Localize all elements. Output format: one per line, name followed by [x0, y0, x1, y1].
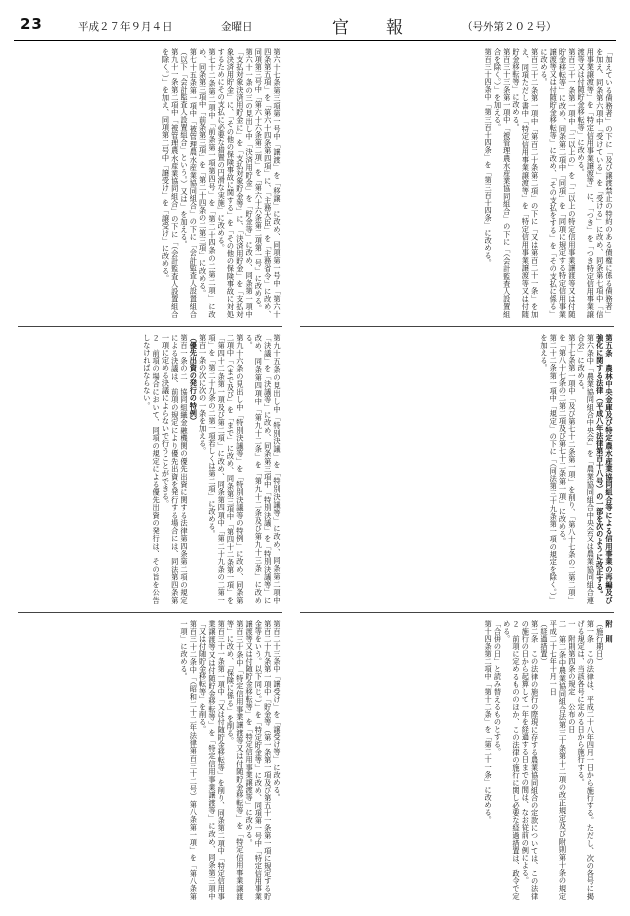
paragraph: 第百三十条中「特定信用事業譲渡等又は付随貯金移転等」を「特定信用事業譲渡等」に改め、「保険に係る」を削る。 — [226, 620, 245, 900]
right-tier-3 — [300, 620, 614, 908]
gazette-title: 官 報 — [332, 18, 413, 38]
page-header — [14, 6, 616, 41]
left-tier-1 — [18, 48, 282, 318]
paragraph: 第二十二条第一項中「規定」の下に「（同法第三十九条第一項の規定を除く。）」を加える。 — [539, 334, 559, 604]
paragraph: 二 第二条中農業協同組合法第三十条第十二項の改正規定及び附則第十条の規定 平成二十七年十月一日 — [549, 620, 568, 908]
paragraph: 第九十五条の見出し中「特別決議」を「特別決議等」に改め、同条第二項中「決議」を「決議等」に改め、同条第三項中「特別決議」を「特別決議等」に改め、同条第四項中「第九十二条」を「第九十二条及び第九十三条」に改める。 — [245, 334, 282, 604]
paragraph: 第百三十二条中「（昭和二十二年法律第百三十二号）第八条第一項」を「第八条第一項」に改める。 — [180, 620, 199, 900]
paragraph: 一 附則第四条の規定 公布の日 — [567, 620, 577, 734]
paragraph: 第百一条の次に次の一条を加える。 — [198, 334, 208, 455]
right-tier-2 — [300, 334, 614, 604]
issue-date: 平成２７年９月４日 — [78, 21, 173, 33]
paragraph: 第七十五条第一項中「被管理農水産業協同組合」の下に「会計監査人設置組合（以下「会計監査人設置組合」という。）又は」を加える。 — [180, 48, 199, 318]
paragraph: 第百三十四条中「第三百十四条」を「第三百十四条」に改める。 — [484, 48, 494, 267]
weekday: 金曜日 — [221, 21, 253, 33]
left-tier-3 — [18, 620, 282, 900]
paragraph: 第九十六条の見出し中「特別決議等」を「特別決議等の特例」に改め、同条第二項中「（まで及び」を「まで」に改め、同条第三項中「第四十二条第一項」を「第四十二条第一項及び第二項」に改め、同条第四項中「第二十九条の二第一項」を「第二十九条の二第一項若しくは第二項」に改める。 — [207, 334, 245, 604]
paragraph: 第六条中「農業協同組合中央会」を「農業協同組合中央会又は農業協同組合連合会」に改める。 — [577, 334, 596, 604]
left-tier-2 — [18, 334, 282, 604]
paragraph: 第百三十三条第一項中「被管理農水産業協同組合」の下に「（会計監査人設置組合を除く。）」を加える。 — [493, 48, 512, 318]
paragraph: 第十七条第一項中「及び第七十二条第一項」を削り、「第八十七条の二第二項」を「第八十七条の二第二項及び第七十二条第一項」に改める。 — [558, 334, 577, 604]
tier-divider — [300, 612, 614, 613]
paragraph: ２ 前項に定めるもののほか、この法律の施行に関し必要な経過措置は、政令で定める。 — [502, 620, 522, 900]
paragraph: （経過措置） — [539, 620, 549, 666]
paragraph: 第百二十三条中「譲受け」を「譲受け等」に改める。 — [273, 620, 282, 802]
paragraph: 第六十七条第三項第一号中「譲渡」を「移譲」に改め、同項第一号中「第六十四条第五項」を「第六十四条第四項」に、「主務大臣」を「主務省令」に改め、同項第三号中「第六十六条第二項」を「第六十六条第二項第一号」に改める。 — [254, 48, 282, 318]
tier-divider — [18, 326, 282, 327]
paragraph: 第百二十九条第一項中「貯金等（第一条第一項及び第五十一条第一項に規定する貯金等をいう。以下同じ。）」を「特定貯金等」に改め、同項第一号中「特定信用事業譲渡等又は付随貯金移転等」を「特定信用事業譲渡等」に改める。 — [245, 620, 273, 900]
paragraph: 第十四条第二項中「第十二条」を「第二十一条」に改める。 — [484, 620, 494, 824]
article-heading: 第五条 農林中央金庫及び特定農水産業協同組合等による信用事業の再編及び強化に関する法律（平成八年法律第百十八号）の一部を次のように改正する。 — [595, 334, 614, 604]
paragraph: 「加えている債務者」の下に「及び譲渡禁止の特約のある債権に係る債務者」を加え、同条第六項中「受けている」を「受ける」に改め、同条第七項中「信用事業譲渡等」を「特定信用事業譲渡等」に、「つき」を「つき特定信用事業譲渡等又は付随貯金移転等」に改める。 — [577, 48, 614, 318]
issue-number: （号外第２０２号） — [462, 21, 557, 33]
paragraph: 第七十二条第二項中「前条第一項第四号」を「第二十四条の二第二項」に改め、同条第三項中「前条第三項」を「第二十四条の二第三項」に改める。 — [198, 48, 217, 318]
tier-divider — [18, 612, 282, 613]
paragraph: 第二条 この法律の施行の際現に存する農業協同組合の定款については、この法律の施行の日から起算して一年を経過する日までの間は、なお従前の例による。 — [521, 620, 540, 900]
paragraph: 第一条 この法律は、平成二十八年四月一日から施行する。ただし、次の各号に掲げる規定は、当該各号に定める日から施行する。 — [577, 620, 596, 900]
paragraph: （施行期日） — [595, 620, 605, 666]
paragraph: 第百三十一条第一項中「又は付随貯金移転等」を削り、同条第二項中「特定信用事業譲渡等又は付随貯金移転等」を「特定信用事業譲渡等」に改め、同条第三項中「又は付随貯金移転等」を削る。 — [198, 620, 227, 900]
right-text-block — [300, 48, 614, 908]
right-tier-1 — [300, 48, 614, 318]
paragraph: ２ 前項の場合において、同項の規定による優先出資の発行は、その旨を公告しなければならない。 — [142, 334, 162, 604]
paragraph: 第百一条の二 協同組織金融機関の優先出資に関する法律第四条第二項の規定による決議は、前項の規定により優先出資を発行する場合には、同法第四条第一項に定める決議によらないで行うことができる。 — [161, 334, 190, 604]
section-heading: （優先出資の発行の特例） — [189, 334, 199, 425]
left-text-block — [18, 48, 282, 900]
tier-divider — [300, 326, 614, 327]
paragraph: 「合併の日」と読み替えるものとする。 — [493, 620, 503, 756]
page-number: 23 — [20, 15, 43, 33]
paragraph: 第六十一条の三の見出し中「決済用貯金」を「貯金等」に改め、同条第一項中「支払対象決済用貯金に」を「支払対象貯金等」に、「決済用貯金」を「支払対象決済用貯金」に、「その他の保険事故に関する」を「その他の保険事故に対処するためにその支払に必要な措置の円滑な実施」に改める。 — [217, 48, 255, 318]
paragraph: 第百三十一条第一項中「二以上の」を「二以上の特定信用事業譲渡等又は付随貯金移転等」に改め、同条第二項中「同項」を「同項に規定する特定信用事業譲渡等又は付随貯金移転等」に改め、「その支払をする」を「その支払に係る」に改める。 — [539, 48, 577, 318]
paragraph: 第九十一条第二項中「被管理農水産業協同組合」の下に「（会計監査人設置組合を除く。）」を加え、同項第二号中「譲受け」を「譲受け」に改める。 — [161, 48, 180, 318]
paragraph: 第百三十二条第一項中「第百二十条第二項」の下に「又は第百二十一条」を加え、同項ただし書中「特定信用事業譲渡等」を「特定信用事業譲渡等又は付随貯金移転等」に改める。 — [512, 48, 540, 318]
supplementary-heading: 附 則 — [605, 620, 614, 643]
